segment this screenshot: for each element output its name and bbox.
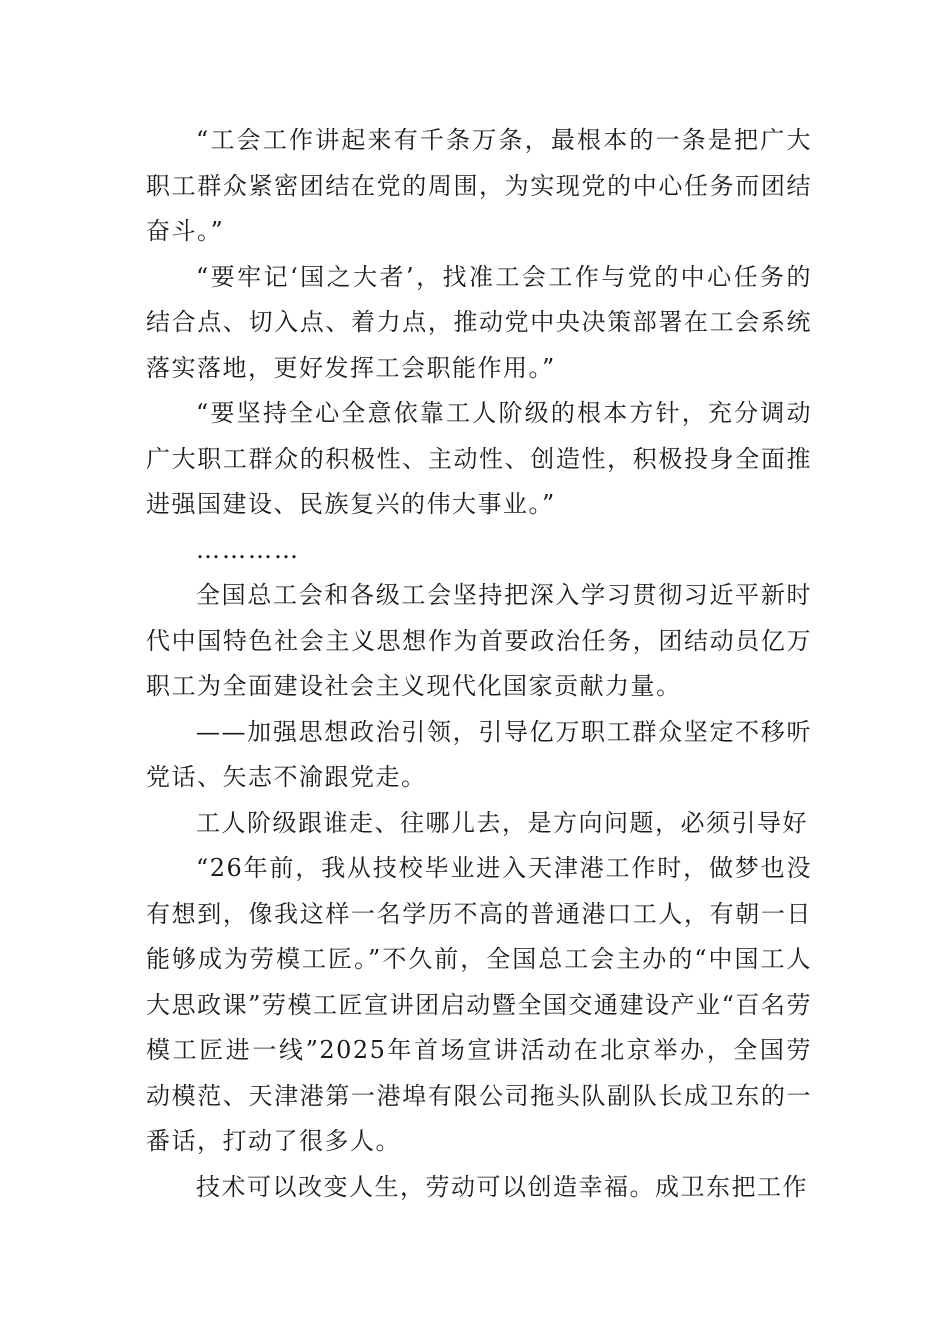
body-paragraph-4: 技术可以改变人生，劳动可以创造幸福。成卫东把工作 xyxy=(196,1172,808,1201)
body-paragraph-2: 工人阶级跟谁走、往哪儿去，是方向问题，必须引导好 xyxy=(196,808,808,837)
quote-paragraph-3: “要坚持全心全意依靠工人阶级的根本方针，充分调动广大职工群众的积极性、主动性、创造性，积极投身全面推进强国建设、民族复兴的伟大事业。” xyxy=(146,399,812,518)
body-paragraph-3: “26年前，我从技校毕业进入天津港工作时，做梦也没有想到，像我这样一名学历不高的普通港口工人，有朝一日能够成为劳模工匠。”不久前，全国总工会主办的“中国工人大思政课”劳模工匠宣讲团启动暨全国交通建设产业“百名劳模工匠进一线”2025年首场宣讲活动在北京举办，全国劳动模范、天津港第一港埠有限公司拖头队副队长成卫东的一番话，打动了很多人。 xyxy=(146,854,812,1155)
document-body xyxy=(146,118,812,1210)
quote-paragraph-2: “要牢记‘国之大者’，找准工会工作与党的中心任务的结合点、切入点、着力点，推动党中央决策部署在工会系统落实落地，更好发挥工会职能作用。” xyxy=(146,262,812,382)
ellipsis-line: ………… xyxy=(196,535,300,564)
section-heading: ——加强思想政治引领，引导亿万职工群众坚定不移听党话、矢志不渝跟党走。 xyxy=(146,717,812,791)
quote-paragraph-1: “工会工作讲起来有千条万条，最根本的一条是把广大职工群众紧密团结在党的周围，为实现党的中心任务而团结奋斗。” xyxy=(146,126,812,245)
body-paragraph-1: 全国总工会和各级工会坚持把深入学习贯彻习近平新时代中国特色社会主义思想作为首要政治任务，团结动员亿万职工为全面建设社会主义现代化国家贡献力量。 xyxy=(146,581,812,700)
